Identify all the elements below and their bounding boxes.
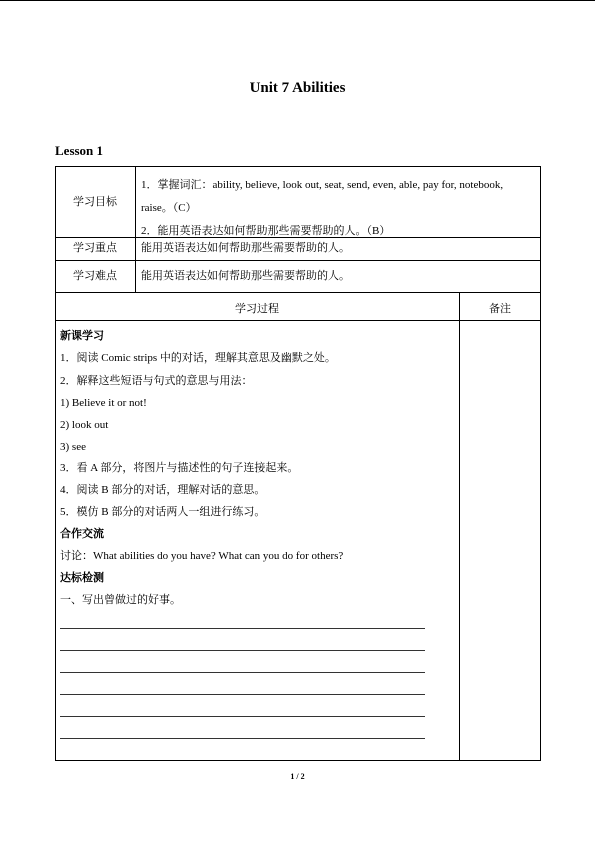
row-divider-key [55, 260, 541, 261]
cooperation-heading: 合作交流 [60, 528, 104, 540]
difficult-label: 学习难点 [73, 270, 117, 282]
lesson-heading: Lesson 1 [55, 143, 104, 158]
process-item-1: 1．阅读 Comic strips 中的对话，理解其意思及幽默之处。 [60, 352, 336, 364]
difficult-text: 能用英语表达如何帮助那些需要帮助的人。 [141, 270, 350, 282]
phrase-3: 3) see [60, 441, 86, 453]
answer-line [60, 650, 425, 651]
answer-line [60, 716, 425, 717]
discussion-text: 讨论：What abilities do you have? What can you do for others? [60, 550, 344, 562]
process-item-2: 2．解释这些短语与句式的意思与用法： [60, 375, 253, 387]
answer-line [60, 672, 425, 673]
key-label: 学习重点 [73, 242, 117, 254]
phrase-1: 1) Believe it or not! [60, 397, 147, 409]
goals-line-3: 2．能用英语表达如何帮助那些需要帮助的人。（B） [141, 225, 391, 237]
goals-label: 学习目标 [73, 196, 117, 208]
key-text: 能用英语表达如何帮助那些需要帮助的人。 [141, 242, 350, 254]
page-number: 1 / 2 [290, 772, 305, 781]
process-item-4: 4．阅读 B 部分的对话，理解对话的意思。 [60, 484, 266, 496]
row-divider-difficult [55, 292, 541, 293]
answer-line [60, 694, 425, 695]
row-divider-header [55, 320, 541, 321]
label-column-divider [135, 166, 136, 292]
page-title: Unit 7 Abilities [249, 80, 346, 96]
phrase-2: 2) look out [60, 419, 109, 431]
check-heading: 达标检测 [60, 572, 104, 584]
top-border-line [0, 0, 595, 1]
answer-line [60, 628, 425, 629]
process-item-5: 5．模仿 B 部分的对话两人一组进行练习。 [60, 506, 266, 518]
task-1: 一、写出曾做过的好事。 [60, 594, 181, 606]
answer-line [60, 738, 425, 739]
process-item-3: 3．看 A 部分，将图片与描述性的句子连接起来。 [60, 462, 299, 474]
new-lesson-heading: 新课学习 [60, 330, 104, 342]
goals-line-1: 1．掌握词汇：ability, believe, look out, seat, send, even, able, pay for, notebook, [141, 179, 504, 191]
process-header: 学习过程 [235, 303, 279, 315]
notes-header: 备注 [489, 303, 511, 315]
notes-column-divider [459, 292, 460, 761]
goals-text [141, 174, 539, 243]
goals-line-2: raise。（C） [141, 202, 197, 214]
